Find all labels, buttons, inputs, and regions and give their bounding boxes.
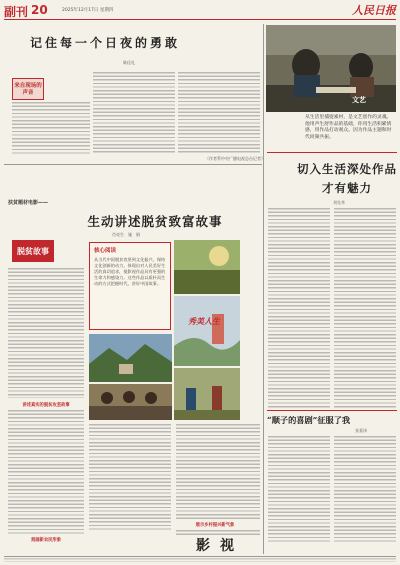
still-workers-field [174,368,240,420]
article-3-kicker: 扶贫题材电影—— [8,200,49,206]
still-village-illustration [89,334,172,382]
core-reading-box [89,242,171,330]
masthead [4,3,396,20]
issue-date: 2025年12月17日 星期四 [62,8,114,13]
article-3-subhead-2: 刻画新农民形象 [30,538,62,543]
article-3-byline: 肖亮生 施 娟 [112,232,140,237]
article-1-body-col-2 [93,72,175,154]
article-2-byline: 刘先华 [333,200,345,205]
article-2-headline: 切入生活深处作品才有魅力 [297,162,397,195]
article-3-subhead-1: 讲述真实的脱贫攻坚故事 [22,403,70,408]
article-3-body-col-1b [8,410,84,535]
paper-logo: 人民日报 [352,4,396,17]
article-1-byline: 陈佳礼 [123,60,135,65]
column-badge-live: 来自现场的声音 [12,78,44,100]
article-2-body-col-1 [268,208,330,408]
article-4-body-col-2 [334,436,396,544]
footer-info [4,558,396,562]
section-label: 副刊 [4,5,29,19]
footer-rule [4,556,396,557]
poster-title: 秀美人生 [188,316,220,326]
photo-writers-at-table [266,25,396,112]
article-2-body-col-2 [334,208,396,408]
poster-top-right [174,240,240,294]
page-number: 20 [31,3,48,17]
still-group-illustration [89,384,172,420]
column-divider [263,24,264,554]
still-workers-illustration [174,368,240,420]
article-3-headline: 生动讲述脱贫致富故事 [87,214,223,229]
article-1-source-note: （作者系中央广播电视总台记者） [205,156,265,161]
article-3-body-col-3 [176,424,260,519]
article-3-subhead-3: 展示乡村振兴新气象 [195,523,235,528]
still-village-scene [89,334,172,382]
article-4-body-col-1 [268,436,330,544]
footer-banner-text: 影视 [196,538,244,554]
photo-1-caption: 从生活里捕捉素材，是文艺创作的灵魂。他用声生舒作品的基础，你用生活积累情感，用作品打动观众。因为作品主题和时代同频共振。 [305,115,392,140]
article-4-headline: “顺子的喜剧”征服了我 [267,415,351,425]
footer-banner [178,536,262,554]
article-3-body-col-2 [89,424,171,532]
section-divider [4,164,262,165]
poster-top-illustration [174,240,240,294]
article-1-body-col-1 [12,102,90,154]
column-badge-poverty: 脱贫故事 [12,240,54,262]
poster-xiumei-illustration [174,296,240,366]
still-group-photo [89,384,172,420]
photo-illustration [266,25,396,112]
article-3-body-col-1 [8,268,84,398]
poster-xiumei-rensheng [174,296,240,366]
photo-caption-label: 文艺 [352,95,366,104]
article-1-body-col-3 [178,72,260,154]
article-4-byline: 张嘉泽 [355,428,367,433]
article-1-headline: 记住每一个日夜的勇敢 [30,36,181,50]
core-reading-label: 核心阅读 [94,248,117,254]
article-2-top-rule [267,152,397,153]
core-reading-text: 从当代中国脱贫攻坚到文化振兴，保持文化创新的动力，体现出对人民美好生活的真切追求，使影视作品具有更强的生命力和感染力。这些作品以质朴而生动的方式把握时代，讲好中国故事。 [94,257,166,286]
article-4-top-rule [267,410,397,411]
